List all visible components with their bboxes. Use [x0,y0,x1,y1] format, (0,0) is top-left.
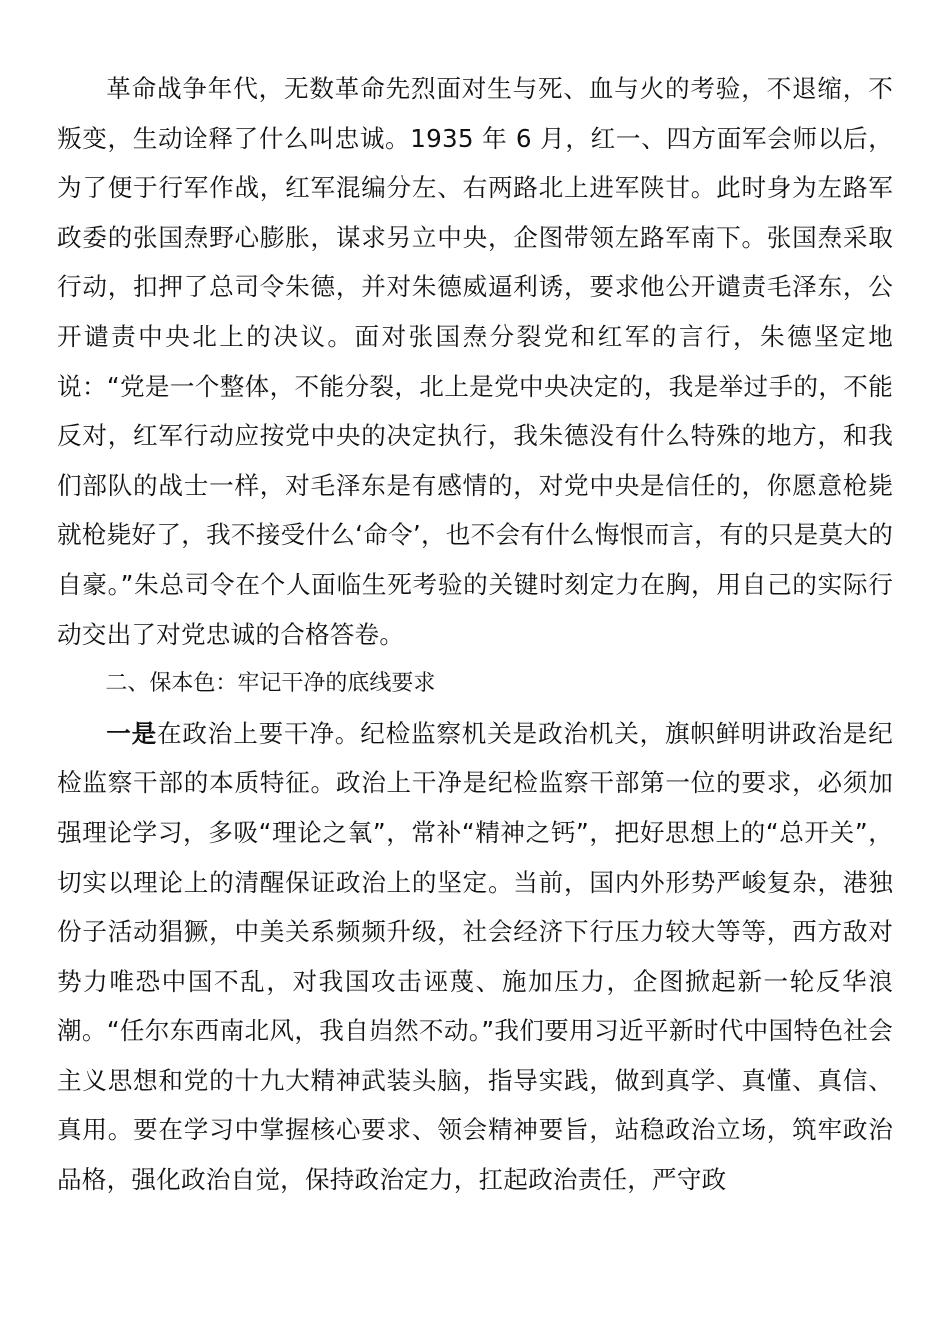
section-heading: 二、保本色：牢记干净的底线要求 [105,671,436,697]
paragraph-revolutionary-loyalty: 革命战争年代，无数革命先烈面对生与死、血与火的考验，不退缩，不叛变，生动诠释了什么叫忠诚。1935 年 6 月，红一、四方面军会师以后，为了便于行军作战，红军混编分左、右两路北上进军陕甘。此时身为左路军政委的张国焘野心膨胀，谋求另立中央，企图带领左路军南下。张国焘采取行动，扣押了总司令朱德，并对朱德威逼利诱，要求他公开谴责毛泽东，公开谴责中央北上的决议。面对张国焘分裂党和红军的言行，朱德坚定地说：“党是一个整体，不能分裂，北上是党中央决定的，我是举过手的，不能反对，红军行动应按党中央的决定执行，我朱德没有什么特殊的地方，和我们部队的战士一样，对毛泽东是有感情的，对党中央是信任的，你愿意枪毙就枪毙好了，我不接受什么‘命令’，也不会有什么悔恨而言，有的只是莫大的自豪。”朱总司令在个人面临生死考验的关键时刻定力在胸，用自己的实际行动交出了对党忠诚的合格答卷。 [57,74,893,649]
document-page [57,64,893,1205]
paragraph-political-clean [57,709,893,1205]
paragraph-lead-bold: 一是 [106,718,157,748]
paragraph-body-text: 在政治上要干净。纪检监察机关是政治机关，旗帜鲜明讲政治是纪检监察干部的本质特征。政治上干净是纪检监察干部第一位的要求，必须加强理论学习，多吸“理论之氧”，常补“精神之钙”，把好思想上的“总开关”，切实以理论上的清醒保证政治上的坚定。当前，国内外形势严峻复杂，港独份子活动猖獗，中美关系频频升级，社会经济下行压力较大等等，西方敌对势力唯恐中国不乱，对我国攻击诬蔑、施加压力，企图掀起新一轮反华浪潮。“任尔东西南北风，我自岿然不动。”我们要用习近平新时代中国特色社会主义思想和党的十九大精神武装头脑，指导实践，做到真学、真懂、真信、真用。要在学习中掌握核心要求、领会精神要旨，站稳政治立场，筑牢政治品格，强化政治自觉，保持政治定力，扛起政治责任，严守政 [57,718,893,1195]
